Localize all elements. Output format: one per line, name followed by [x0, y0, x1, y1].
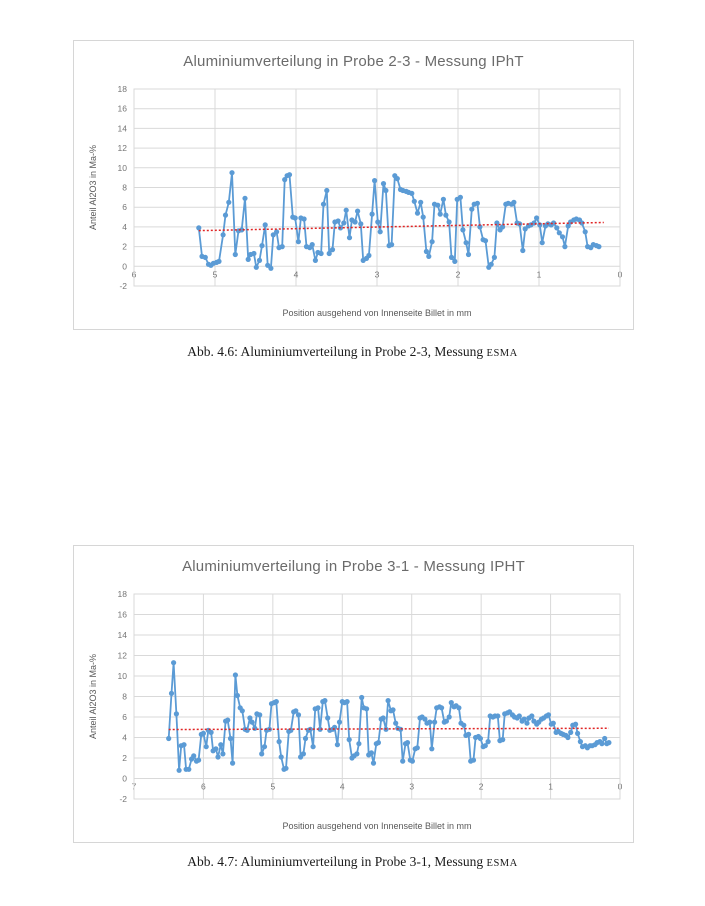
svg-text:4: 4: [122, 221, 127, 232]
svg-text:Anteil Al2O3 in Ma-%: Anteil Al2O3 in Ma-%: [88, 144, 98, 231]
svg-text:18: 18: [117, 589, 127, 599]
svg-text:5: 5: [270, 781, 276, 792]
chart-title-probe-3-1: Aluminiumverteilung in Probe 3-1 - Messung IPHT: [182, 558, 525, 575]
svg-text:0: 0: [617, 269, 623, 280]
svg-text:3: 3: [409, 781, 415, 792]
svg-text:2: 2: [122, 753, 127, 763]
svg-text:7: 7: [131, 781, 137, 792]
caption-source: ESMA: [486, 858, 518, 869]
svg-text:14: 14: [117, 123, 127, 134]
chart-title-probe-2-3: Aluminiumverteilung in Probe 2-3 - Messung IPhT: [183, 53, 524, 70]
caption-source: ESMA: [486, 348, 518, 359]
svg-text:8: 8: [122, 691, 127, 702]
svg-text:16: 16: [117, 609, 127, 620]
svg-text:Anteil Al2O3 in Ma-%: Anteil Al2O3 in Ma-%: [88, 653, 98, 740]
figure-probe-2-3: [73, 40, 634, 330]
svg-text:4: 4: [122, 732, 127, 743]
svg-text:6: 6: [122, 202, 127, 213]
svg-text:2: 2: [478, 781, 484, 792]
svg-text:1: 1: [548, 781, 553, 792]
svg-text:6: 6: [122, 712, 127, 722]
svg-text:3: 3: [374, 269, 380, 280]
svg-text:10: 10: [117, 162, 127, 173]
figure-probe-3-1: [73, 545, 634, 843]
svg-text:6: 6: [131, 269, 137, 280]
svg-text:0: 0: [617, 781, 623, 792]
svg-text:12: 12: [117, 650, 127, 661]
chart-canvas-probe-3-1: [74, 546, 633, 842]
caption-abb-4-6: [0, 344, 705, 360]
svg-text:18: 18: [117, 84, 127, 94]
svg-text:2: 2: [122, 241, 127, 252]
caption-abb-4-7: [0, 854, 705, 870]
svg-text:10: 10: [117, 671, 127, 681]
svg-text:16: 16: [117, 103, 127, 114]
caption-text: Abb. 4.7: Aluminiumverteilung in Probe 3-1, Messung: [187, 854, 484, 869]
svg-text:4: 4: [293, 269, 299, 280]
svg-text:Position ausgehend von Innense: Position ausgehend von Innenseite Billet in mm: [282, 821, 472, 831]
svg-text:0: 0: [122, 261, 127, 272]
chart-canvas-probe-2-3: [74, 41, 633, 329]
svg-text:2: 2: [455, 269, 461, 280]
svg-text:0: 0: [122, 773, 127, 784]
svg-text:Position ausgehend von Innense: Position ausgehend von Innenseite Billet in mm: [282, 308, 472, 318]
svg-text:14: 14: [117, 630, 127, 640]
svg-text:1: 1: [536, 269, 542, 280]
svg-text:6: 6: [201, 781, 206, 792]
svg-text:5: 5: [212, 269, 218, 280]
svg-text:12: 12: [117, 143, 127, 154]
caption-text: Abb. 4.6: Aluminiumverteilung in Probe 2-3, Messung: [187, 344, 484, 359]
svg-text:-2: -2: [119, 794, 127, 804]
svg-text:8: 8: [122, 182, 127, 193]
svg-text:-2: -2: [119, 281, 127, 291]
svg-text:4: 4: [339, 781, 345, 792]
